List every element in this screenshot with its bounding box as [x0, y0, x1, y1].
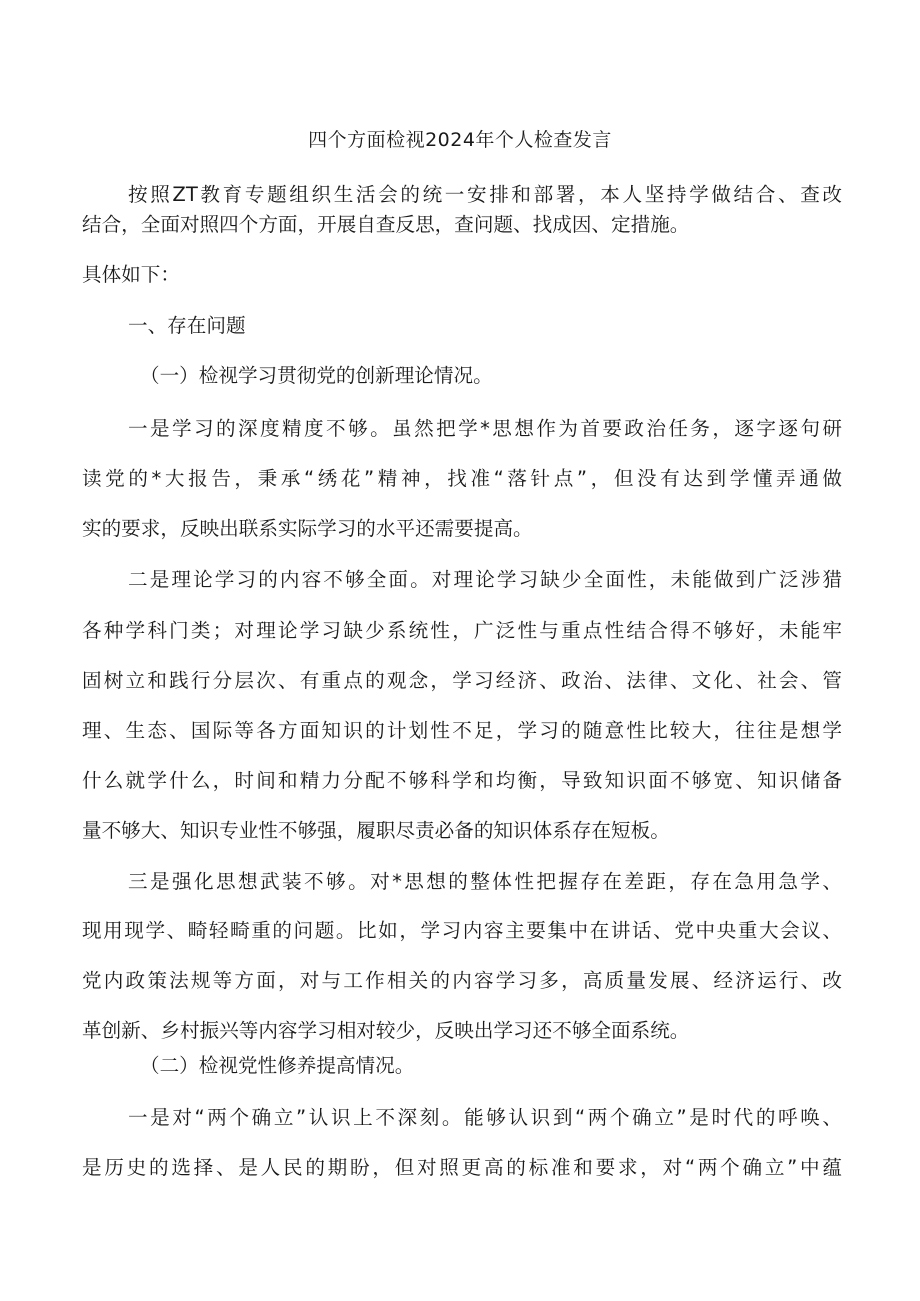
subsection-heading: （二）检视党性修养提高情况。	[140, 1054, 415, 1077]
subsection-heading: （一）检视学习贯彻党的创新理论情况。	[140, 364, 493, 387]
section-heading: 一、存在问题	[128, 314, 246, 337]
paragraph-line: 三是强化思想武装不够。对*思想的整体性把握存在差距，存在急用急学、	[128, 870, 842, 893]
paragraph-line: 理、生态、国际等各方面知识的计划性不足，学习的随意性比较大，往往是想学	[82, 719, 842, 742]
paragraph-line: 是历史的选择、是人民的期盼，但对照更高的标准和要求，对“两个确立”中蕴	[82, 1156, 842, 1179]
paragraph-line: 现用现学、畸轻畸重的问题。比如，学习内容主要集中在讲话、党中央重大会议、	[82, 919, 842, 942]
paragraph-line: 二是理论学习的内容不够全面。对理论学习缺少全面性，未能做到广泛涉猎	[128, 568, 842, 591]
paragraph-line: 按照ZT教育专题组织生活会的统一安排和部署，本人坚持学做结合、查改	[128, 183, 842, 206]
paragraph-line: 革创新、乡村振兴等内容学习相对较少，反映出学习还不够全面系统。	[82, 1019, 690, 1042]
paragraph-line: 各种学科门类；对理论学习缺少系统性，广泛性与重点性结合得不够好，未能牢	[82, 619, 842, 642]
paragraph-line: 什么就学什么，时间和精力分配不够科学和均衡，导致知识面不够宽、知识储备	[82, 769, 842, 792]
paragraph-line: 读党的*大报告，秉承“绣花”精神，找准“落针点”，但没有达到学懂弄通做	[82, 467, 842, 490]
paragraph-line: 结合，全面对照四个方面，开展自查反思，查问题、找成因、定措施。	[82, 213, 690, 236]
paragraph-line: 一是学习的深度精度不够。虽然把学*思想作为首要政治任务，逐字逐句研	[128, 417, 842, 440]
paragraph-line: 量不够大、知识专业性不够强，履职尽责必备的知识体系存在短板。	[82, 819, 670, 842]
paragraph-line: 一是对“两个确立”认识上不深刻。能够认识到“两个确立”是时代的呼唤、	[128, 1106, 842, 1129]
paragraph-line: 具体如下：	[82, 263, 180, 286]
paragraph-line: 党内政策法规等方面，对与工作相关的内容学习多，高质量发展、经济运行、改	[82, 969, 842, 992]
document-title: 四个方面检视2024年个人检查发言	[308, 129, 612, 151]
paragraph-line: 固树立和践行分层次、有重点的观念，学习经济、政治、法律、文化、社会、管	[82, 669, 842, 692]
paragraph-line: 实的要求，反映出联系实际学习的水平还需要提高。	[82, 517, 533, 540]
